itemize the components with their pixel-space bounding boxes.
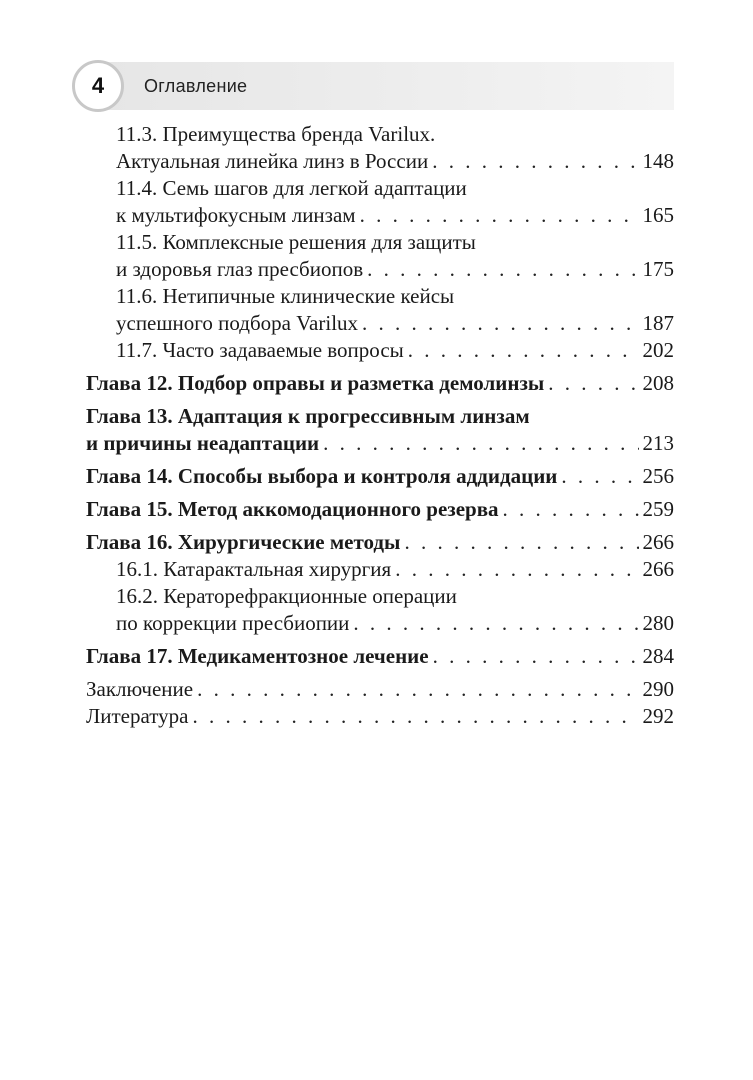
toc-entry-title: успешного подбора Varilux xyxy=(116,311,359,335)
toc-line xyxy=(86,310,674,337)
toc-line xyxy=(86,337,674,364)
dot-leader xyxy=(432,148,638,175)
dot-leader xyxy=(360,202,639,229)
toc-line xyxy=(86,370,674,397)
toc-entry-title: и здоровья глаз пресбиопов xyxy=(116,257,364,281)
toc-page-number: 280 xyxy=(642,611,674,635)
toc-entry[interactable] xyxy=(86,643,674,670)
toc-entry-title: 11.4. Семь шагов для легкой адаптации xyxy=(116,176,467,200)
dot-leader xyxy=(192,703,638,730)
toc-page-number: 290 xyxy=(642,677,674,701)
toc-entry-title: Актуальная линейка линз в России xyxy=(116,149,429,173)
toc-line xyxy=(86,121,674,148)
toc-page-number: 148 xyxy=(642,149,674,173)
toc-entry-title: Литература xyxy=(86,704,189,728)
toc-entry-title: и причины неадаптации xyxy=(86,431,320,455)
toc-page-number: 259 xyxy=(642,497,674,521)
dot-leader xyxy=(323,430,638,457)
toc-entry[interactable] xyxy=(86,370,674,397)
toc-entry-title: Глава 12. Подбор оправы и разметка демолинзы xyxy=(86,371,545,395)
dot-leader xyxy=(395,556,638,583)
toc-page-number: 292 xyxy=(642,704,674,728)
toc-entry[interactable] xyxy=(86,121,674,175)
toc-entry-title: Заключение xyxy=(86,677,194,701)
toc-entry-title: 11.7. Часто задаваемые вопросы xyxy=(116,338,404,362)
toc-line xyxy=(86,202,674,229)
toc-page-number: 213 xyxy=(642,431,674,455)
dot-leader xyxy=(404,529,638,556)
dot-leader xyxy=(503,496,639,523)
toc-line xyxy=(86,610,674,637)
page-number: 4 xyxy=(91,73,105,98)
toc-entry[interactable] xyxy=(86,703,674,730)
toc-entry[interactable] xyxy=(86,529,674,556)
toc-line xyxy=(86,676,674,703)
toc-entry[interactable] xyxy=(86,403,674,457)
toc-entry[interactable] xyxy=(86,556,674,583)
toc-entry-title: Глава 17. Медикаментозное лечение xyxy=(86,644,429,668)
toc-line xyxy=(86,496,674,523)
toc-line xyxy=(86,256,674,283)
dot-leader xyxy=(362,310,638,337)
toc-page-number: 208 xyxy=(642,371,674,395)
toc-page-number: 256 xyxy=(642,464,674,488)
dot-leader xyxy=(197,676,638,703)
toc-page-number: 165 xyxy=(642,203,674,227)
toc-entry[interactable] xyxy=(86,337,674,364)
toc-page-number: 266 xyxy=(642,557,674,581)
toc-entry-title: Глава 13. Адаптация к прогрессивным линзам xyxy=(86,404,530,428)
toc-entry-title: Глава 14. Способы выбора и контроля аддидации xyxy=(86,464,558,488)
page-header xyxy=(72,62,674,110)
toc-entry-title: к мультифокусным линзам xyxy=(116,203,356,227)
dot-leader xyxy=(433,643,639,670)
toc-line xyxy=(86,529,674,556)
toc-line xyxy=(86,583,674,610)
toc-entry-title: Глава 15. Метод аккомодационного резерва xyxy=(86,497,499,521)
toc-entry-title: по коррекции пресбиопии xyxy=(116,611,350,635)
toc-line xyxy=(86,229,674,256)
toc-entry[interactable] xyxy=(86,676,674,703)
toc-entry[interactable] xyxy=(86,283,674,337)
toc-page-number: 202 xyxy=(642,338,674,362)
toc-line xyxy=(86,283,674,310)
toc-line xyxy=(86,148,674,175)
toc-page-number: 266 xyxy=(642,530,674,554)
toc-line xyxy=(86,175,674,202)
dot-leader xyxy=(548,370,638,397)
toc-entry-title: 16.2. Кераторефракционные операции xyxy=(116,584,457,608)
toc-entry-title: 11.5. Комплексные решения для защиты xyxy=(116,230,476,254)
header-title: Оглавление xyxy=(144,76,248,96)
toc-page-number: 284 xyxy=(642,644,674,668)
toc-line xyxy=(86,403,674,430)
toc-entry[interactable] xyxy=(86,496,674,523)
toc-entry[interactable] xyxy=(86,175,674,229)
toc-page-number: 175 xyxy=(642,257,674,281)
toc-entry[interactable] xyxy=(86,463,674,490)
toc-entry[interactable] xyxy=(86,583,674,637)
toc-entry-title: 11.6. Нетипичные клинические кейсы xyxy=(116,284,455,308)
toc-line xyxy=(86,463,674,490)
toc-line xyxy=(86,556,674,583)
toc-entry-title: 11.3. Преимущества бренда Varilux. xyxy=(116,122,436,146)
dot-leader xyxy=(561,463,638,490)
dot-leader xyxy=(367,256,638,283)
dot-leader xyxy=(353,610,638,637)
toc-line xyxy=(86,703,674,730)
toc-page-number: 187 xyxy=(642,311,674,335)
table-of-contents xyxy=(86,121,674,730)
dot-leader xyxy=(408,337,639,364)
toc-line xyxy=(86,430,674,457)
toc-entry-title: Глава 16. Хирургические методы xyxy=(86,530,401,554)
toc-entry-title: 16.1. Катарактальная хирургия xyxy=(116,557,392,581)
toc-entry[interactable] xyxy=(86,229,674,283)
toc-line xyxy=(86,643,674,670)
